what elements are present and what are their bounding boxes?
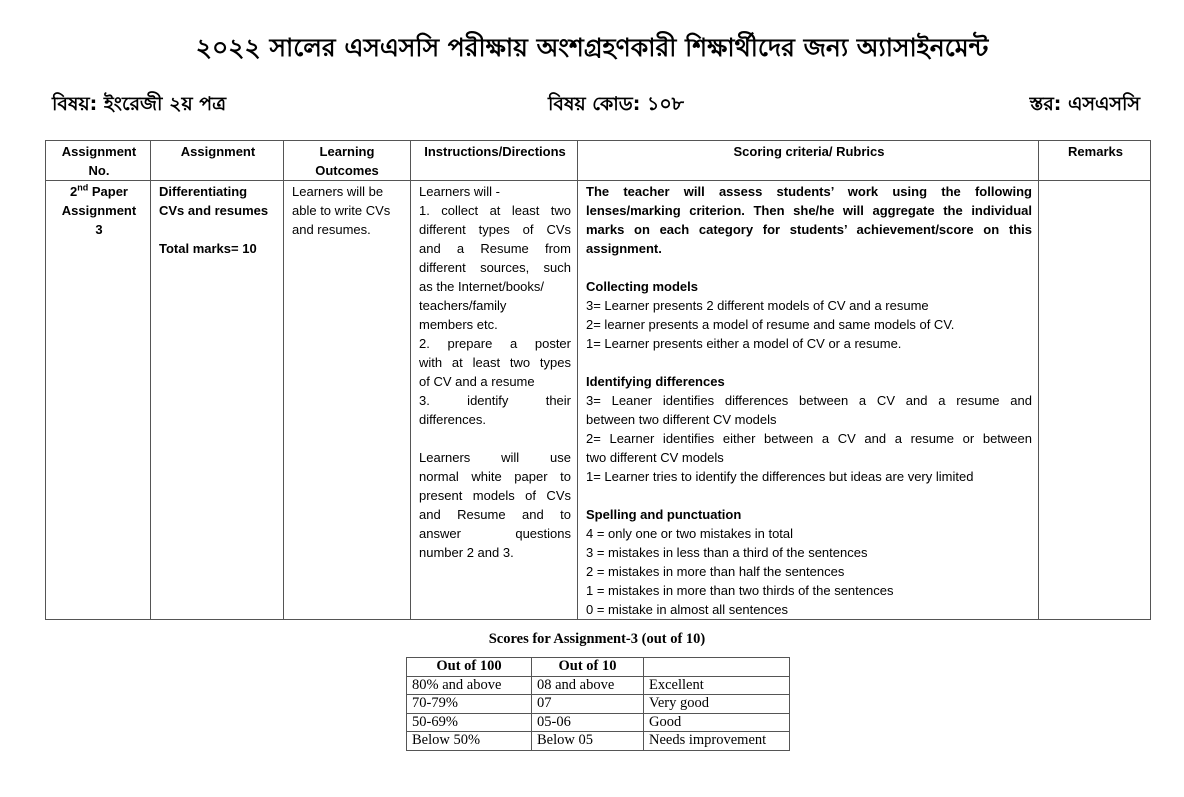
text-line: Learners will be xyxy=(292,184,384,199)
scores-header: Out of 10 xyxy=(532,658,644,677)
assignment-no-cell xyxy=(46,181,151,620)
text-line: different sources, such xyxy=(419,260,571,275)
assignment-number: 3 xyxy=(95,222,103,237)
text-line: 3= Learner presents 2 different models of CV and a resume xyxy=(586,298,929,313)
scores-cell: 08 and above xyxy=(532,676,644,695)
text-line: The teacher will assess students’ work using the following xyxy=(586,184,1032,199)
scores-cell: 80% and above xyxy=(407,676,532,695)
text-line: lenses/marking criterion. Then she/he will aggregate the individual xyxy=(586,203,1032,218)
column-header: Scoring criteria/ Rubrics xyxy=(578,141,1039,181)
text-line: 3= Leaner identifies differences between a CV and a resume and xyxy=(586,393,1032,408)
remarks-cell xyxy=(1039,181,1151,620)
text-line: 0 = mistake in almost all sentences xyxy=(586,602,788,617)
text-line: assignment. xyxy=(586,241,662,256)
scores-title: Scores for Assignment-3 (out of 10) xyxy=(488,631,706,647)
text-line: of CV and a resume xyxy=(419,374,535,389)
assignment-title-line: Differentiating xyxy=(159,184,248,199)
level-label: স্তর: এসএসসি xyxy=(1029,93,1140,115)
scores-table xyxy=(406,657,790,751)
rubrics-cell xyxy=(578,181,1039,620)
text-line: 1= Learner tries to identify the differences but ideas are very limited xyxy=(586,469,974,484)
table-header-row xyxy=(46,141,1151,181)
ordinal: 2 xyxy=(70,184,78,199)
text-line: between two different CV models xyxy=(586,412,777,427)
text-line: teachers/family xyxy=(419,298,507,313)
instructions-cell xyxy=(411,181,578,620)
text-line: and a Resume from xyxy=(419,241,571,256)
text-line: 1 = mistakes in more than two thirds of the sentences xyxy=(586,583,894,598)
text-line: Collecting models xyxy=(586,279,698,294)
text-line: members etc. xyxy=(419,317,498,332)
scores-header-row xyxy=(407,658,790,677)
scores-cell: Good xyxy=(644,713,790,732)
column-header: Assignment No. xyxy=(46,141,151,181)
text-line: differences. xyxy=(419,412,486,427)
text-line: normal white paper to xyxy=(419,469,571,484)
scores-row xyxy=(407,713,790,732)
text-line: with at least two types xyxy=(419,355,571,370)
scores-cell: 07 xyxy=(532,695,644,714)
text-line: as the Internet/books/ xyxy=(419,279,545,294)
document-title: ২০২২ সালের এসএসসি পরীক্ষায় অংশগ্রহণকারী শিক্ষার্থীদের জন্য অ্যাসাইনমেন্ট xyxy=(195,33,989,62)
scores-cell: Below 50% xyxy=(407,732,532,751)
assignment-table xyxy=(45,140,1151,620)
text-line: 3 = mistakes in less than a third of the sentences xyxy=(586,545,868,560)
scores-row xyxy=(407,695,790,714)
text-line: 2 = mistakes in more than half the sentences xyxy=(586,564,845,579)
scores-cell: 70-79% xyxy=(407,695,532,714)
text-line: 2. prepare a poster xyxy=(419,336,571,351)
scores-header: Out of 100 xyxy=(407,658,532,677)
scores-cell: 50-69% xyxy=(407,713,532,732)
text-line: and Resume and to xyxy=(419,507,571,522)
assignment-title-line: CVs and resumes xyxy=(159,203,269,218)
scores-cell: Below 05 xyxy=(532,732,644,751)
text-line: answer questions xyxy=(419,526,571,541)
text-line: different types of CVs xyxy=(419,222,571,237)
text-line: able to write CVs xyxy=(292,203,391,218)
column-header: Assignment xyxy=(151,141,284,181)
subject-label: বিষয়: ইংরেজী ২য় পত্র xyxy=(52,93,227,115)
text-line: Learners will - xyxy=(419,184,500,199)
column-header: Learning Outcomes xyxy=(284,141,411,181)
text-line xyxy=(586,353,1032,372)
text-line xyxy=(586,486,1032,505)
text-line: present models of CVs xyxy=(419,488,571,503)
ordinal-suffix: nd xyxy=(77,182,89,193)
text-line: 4 = only one or two mistakes in total xyxy=(586,526,794,541)
column-header: Instructions/Directions xyxy=(411,141,578,181)
text-line: 2= learner presents a model of resume and same models of CV. xyxy=(586,317,955,332)
scores-cell: 05-06 xyxy=(532,713,644,732)
paper-label: Paper xyxy=(88,184,128,199)
text-line: 1. collect at least two xyxy=(419,203,571,218)
column-header: Remarks xyxy=(1039,141,1151,181)
outcomes-cell xyxy=(284,181,411,620)
text-line xyxy=(586,258,1032,277)
scores-row xyxy=(407,676,790,695)
text-line: marks on each category for students’ achievement/score on this xyxy=(586,222,1032,237)
text-line xyxy=(419,429,571,448)
scores-cell: Very good xyxy=(644,695,790,714)
assignment-label: Assignment xyxy=(61,203,137,218)
text-line: and resumes. xyxy=(292,222,371,237)
text-line: 2= Learner identifies either between a CV and a resume or between xyxy=(586,431,1032,446)
text-line: Learners will use xyxy=(419,450,571,465)
text-line: 3. identify their xyxy=(419,393,571,408)
scores-row xyxy=(407,732,790,751)
text-line: number 2 and 3. xyxy=(419,545,514,560)
table-row xyxy=(46,181,1151,620)
total-marks: Total marks= 10 xyxy=(159,241,257,256)
text-line: two different CV models xyxy=(586,450,724,465)
scores-header xyxy=(644,658,790,677)
subject-code-label: বিষয় কোড: ১০৮ xyxy=(548,93,685,115)
text-line: 1= Learner presents either a model of CV or a resume. xyxy=(586,336,902,351)
text-line: Identifying differences xyxy=(586,374,725,389)
scores-cell: Needs improvement xyxy=(644,732,790,751)
text-line: Spelling and punctuation xyxy=(586,507,742,522)
assignment-cell xyxy=(151,181,284,620)
scores-cell: Excellent xyxy=(644,676,790,695)
